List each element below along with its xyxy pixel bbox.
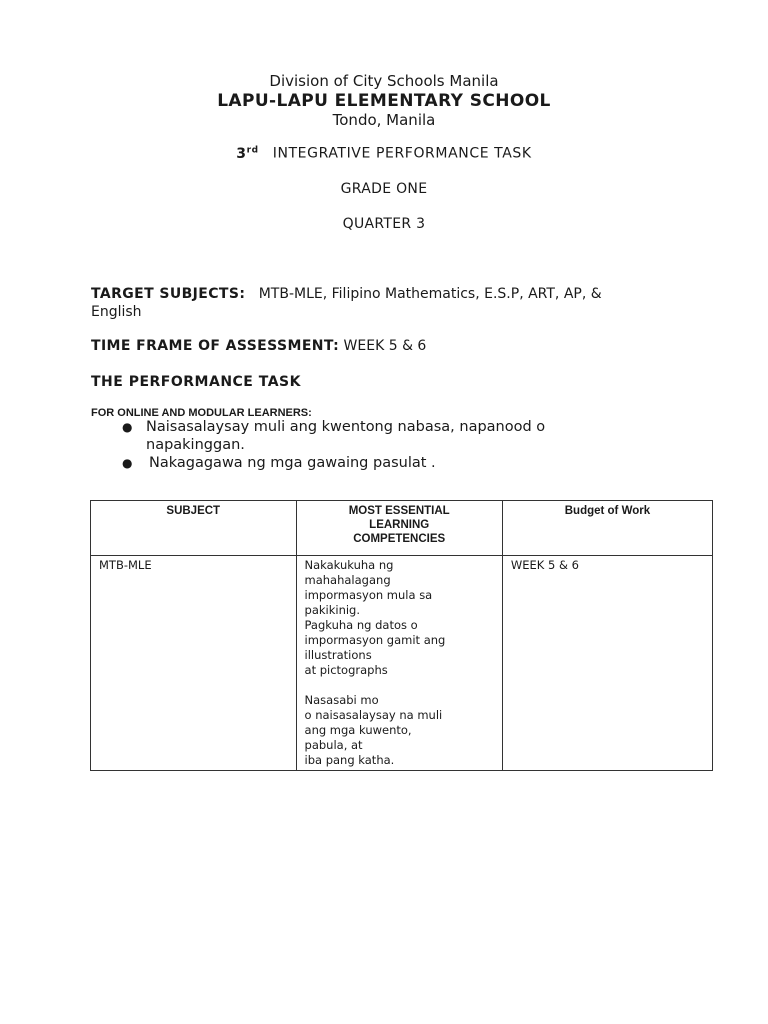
- header-competencies: MOST ESSENTIAL LEARNING COMPETENCIES: [296, 501, 502, 556]
- list-item: ● Nakagagawa ng mga gawaing pasulat .: [122, 455, 436, 471]
- table-row: [91, 556, 713, 771]
- performance-task-heading: THE PERFORMANCE TASK: [91, 374, 301, 390]
- competency-line: iba pang katha.: [304, 753, 395, 767]
- target-subjects-value-cont: English: [91, 304, 142, 320]
- quarter: QUARTER 3: [342, 216, 426, 232]
- time-frame: TIME FRAME OF ASSESSMENT: WEEK 5 & 6: [91, 338, 427, 354]
- competency-line: Nakakukuha ng: [304, 558, 394, 572]
- task-title-line: [0, 145, 768, 162]
- list-item: ● Naisasalaysay muli ang kwentong nabasa, napanood o napakinggan.: [122, 419, 546, 453]
- bullet-icon: ●: [122, 420, 133, 434]
- competency-line: Pagkuha ng datos o: [304, 618, 418, 632]
- task-bullet-list: [118, 418, 658, 472]
- competency-line: impormasyon mula sa: [304, 588, 433, 602]
- competency-line: [305, 678, 496, 693]
- task-ordinal: 3rd: [236, 145, 259, 162]
- competency-line: impormasyon gamit ang: [304, 633, 446, 647]
- competency-line: illustrations: [304, 648, 372, 662]
- task-title: INTEGRATIVE PERFORMANCE TASK: [272, 145, 532, 162]
- division-name: Division of City Schools Manila: [269, 72, 499, 90]
- learners-label: FOR ONLINE AND MODULAR LEARNERS:: [91, 407, 312, 419]
- competency-lines: [305, 558, 496, 768]
- target-subjects-value: MTB-MLE, Filipino Mathematics, E.S.P, ART, AP, &: [258, 286, 602, 302]
- competency-table: [90, 500, 713, 771]
- competency-line: pabula, at: [304, 738, 363, 752]
- cell-budget: WEEK 5 & 6: [502, 556, 712, 771]
- cell-subject: MTB-MLE: [91, 556, 297, 771]
- target-subjects-label: TARGET SUBJECTS: [91, 286, 240, 302]
- competency-line: mahahalagang: [304, 573, 391, 587]
- cell-competencies: [296, 556, 502, 771]
- grade-level: GRADE ONE: [340, 181, 428, 197]
- competency-line: o naisasalaysay na muli: [304, 708, 443, 722]
- table-header-row: [91, 501, 713, 556]
- header-budget: Budget of Work: [502, 501, 712, 556]
- time-frame-label: TIME FRAME OF ASSESSMENT: [91, 338, 334, 354]
- competency-line: at pictographs: [304, 663, 388, 677]
- target-subjects: TARGET SUBJECTS: MTB-MLE, Filipino Mathematics, E.S.P, ART, AP, & English: [91, 286, 602, 320]
- school-location: Tondo, Manila: [332, 111, 436, 129]
- bullet-icon: ●: [122, 456, 133, 470]
- competency-line: Nasasabi mo: [304, 693, 379, 707]
- header-subject: SUBJECT: [91, 501, 297, 556]
- time-frame-value: WEEK 5 & 6: [343, 338, 427, 354]
- competency-line: pakikinig.: [304, 603, 361, 617]
- school-name: LAPU-LAPU ELEMENTARY SCHOOL: [217, 91, 551, 111]
- competency-line: ang mga kuwento,: [304, 723, 412, 737]
